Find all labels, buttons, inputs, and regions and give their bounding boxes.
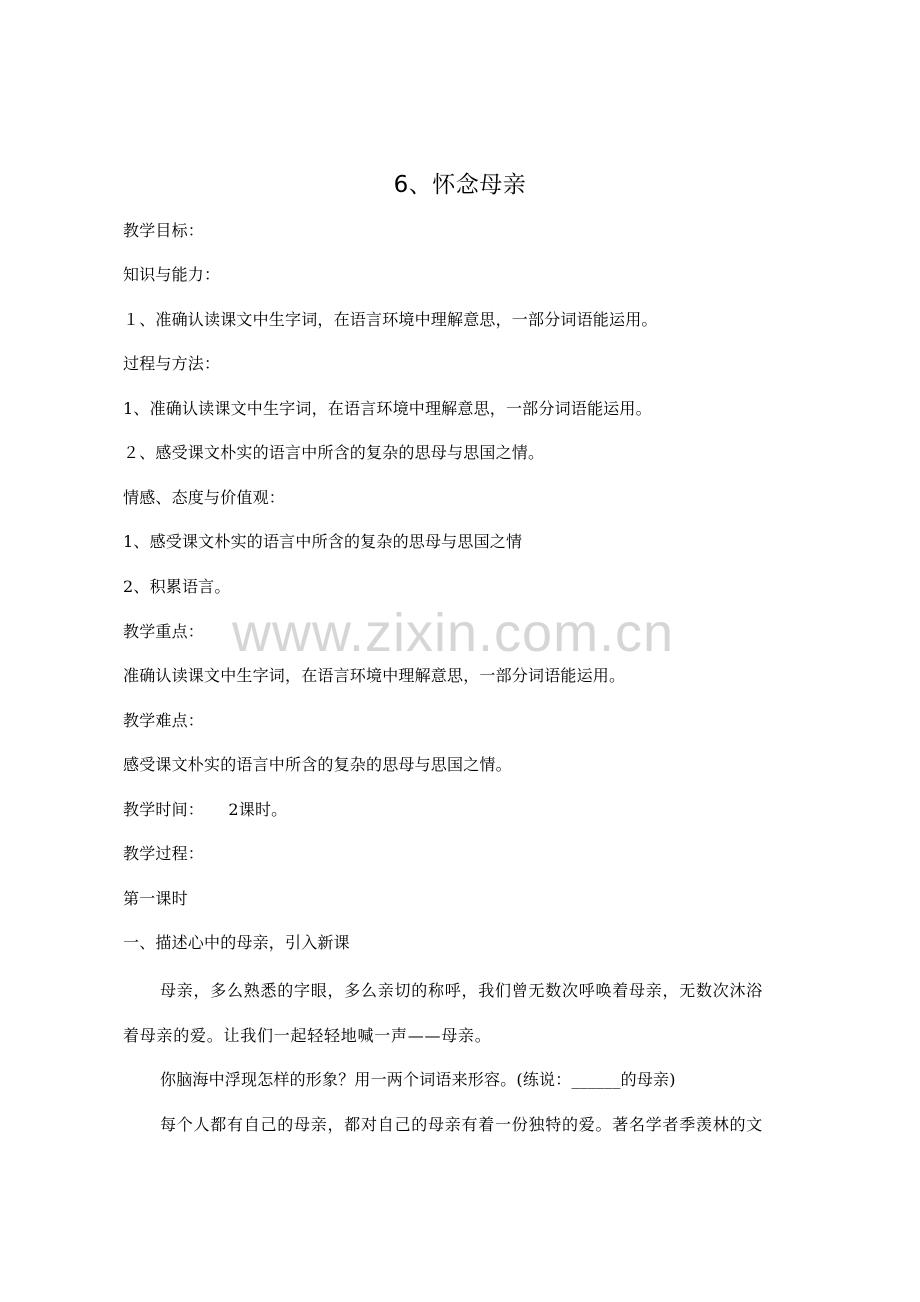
heading-difficulties: 教学难点： [123, 711, 205, 730]
heading-knowledge-ability: 知识与能力： [123, 265, 221, 284]
heading-key-points: 教学重点： [123, 622, 205, 641]
goal-item: 2、积累语言。 [123, 577, 231, 596]
paragraph-line: 每个人都有自己的母亲，都对自己的母亲有着一份独特的爱。著名学者季羡林的文 [160, 1115, 764, 1134]
paragraph-line: 着母亲的爱。让我们一起轻轻地喊一声——母亲。 [123, 1026, 492, 1045]
heading-teaching-process: 教学过程： [123, 844, 205, 863]
lesson-one-heading: 第一课时 [123, 889, 188, 908]
heading-teaching-goals: 教学目标： [123, 221, 205, 240]
paragraph-line: 你脑海中浮现怎样的形象？用一两个词语来形容。(练说：______的母亲) [160, 1070, 676, 1089]
page-title: 6、怀念母亲 [393, 172, 527, 198]
heading-emotion-attitude-values: 情感、态度与价值观： [123, 488, 286, 507]
section-one-heading: 一、描述心中的母亲，引入新课 [123, 933, 350, 952]
goal-item: 1、感受课文朴实的语言中所含的复杂的思母与思国之情 [123, 532, 523, 551]
watermark: www.zixin.com.cn [232, 603, 675, 663]
difficulty-text: 感受课文朴实的语言中所含的复杂的思母与思国之情。 [123, 755, 512, 774]
goal-item: 1、准确认读课文中生字词，在语言环境中理解意思，一部分词语能运用。 [123, 399, 652, 418]
key-point-text: 准确认读课文中生字词，在语言环境中理解意思，一部分词语能运用。 [123, 666, 626, 685]
goal-item: １、准确认读课文中生字词，在语言环境中理解意思，一部分词语能运用。 [123, 310, 658, 329]
paragraph-line: 母亲，多么熟悉的字眼，多么亲切的称呼，我们曾无数次呼唤着母亲，无数次沐浴 [160, 981, 764, 1000]
heading-process-method: 过程与方法： [123, 354, 221, 373]
goal-item: ２、感受课文朴实的语言中所含的复杂的思母与思国之情。 [123, 443, 545, 462]
teaching-time: 教学时间： 2课时。 [123, 800, 288, 819]
